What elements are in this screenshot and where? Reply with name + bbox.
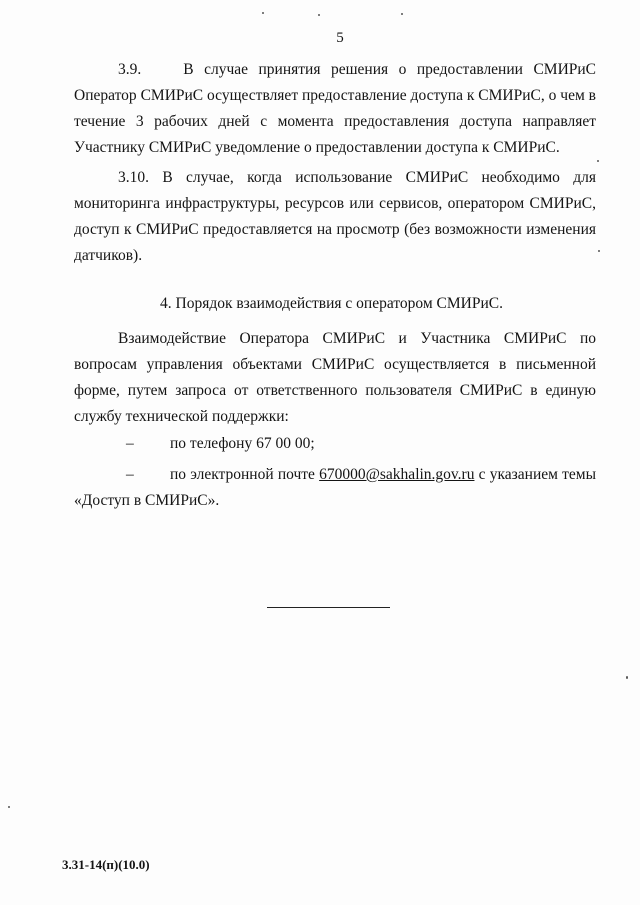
list-item-email-text-before: по электронной почте <box>170 466 320 483</box>
clause-3-10-number: 3.10. <box>118 169 149 186</box>
clause-3-9-number: 3.9. <box>118 61 142 78</box>
scan-speck <box>8 806 10 808</box>
section-4-heading: 4. Порядок взаимодействия с оператором СМИРиС. <box>160 295 503 312</box>
scan-speck <box>598 250 600 252</box>
scan-speck <box>262 12 264 14</box>
list-item-email <box>74 462 596 514</box>
clause-3-10-text: В случае, когда использование СМИРиС необходимо для мониторинга инфраструктуры, ресурсов или сервисов, оператором СМИРиС, доступ к СМИРиС предоставляется на просмотр (без возможности изменения датчиков). <box>74 169 596 264</box>
list-item-email-text-after: с указанием темы «Доступ в СМИРиС». <box>74 466 596 509</box>
scan-speck <box>318 14 320 16</box>
scan-speck <box>626 676 628 679</box>
list-item-phone-text: по телефону 67 00 00; <box>170 435 315 452</box>
list-dash: – <box>126 435 134 452</box>
scan-speck <box>401 13 403 15</box>
footer-document-code: 3.31-14(п)(10.0) <box>62 857 150 872</box>
list-dash: – <box>126 466 134 483</box>
email-link[interactable]: 670000@sakhalin.gov.ru <box>319 466 475 483</box>
clause-3-9 <box>74 57 596 161</box>
scan-speck <box>597 160 599 162</box>
page-number: 5 <box>336 30 344 46</box>
list-item-phone <box>74 431 596 457</box>
section-4-intro: Взаимодействие Оператора СМИРиС и Участника СМИРиС по вопросам управления объектами СМИРиС осуществляется в письменной форме, путем запроса от ответственного пользователя СМИРиС в единую службу технической поддержки: <box>74 330 596 425</box>
clause-3-9-text: В случае принятия решения о предоставлении СМИРиС Оператор СМИРиС осуществляет предоставление доступа к СМИРиС, о чем в течение 3 рабочих дней с момента предоставления доступа направляет Участнику СМИРиС уведомление о предоставлении доступа к СМИРиС. <box>74 61 597 156</box>
clause-3-10 <box>74 165 596 269</box>
end-divider <box>267 607 390 608</box>
